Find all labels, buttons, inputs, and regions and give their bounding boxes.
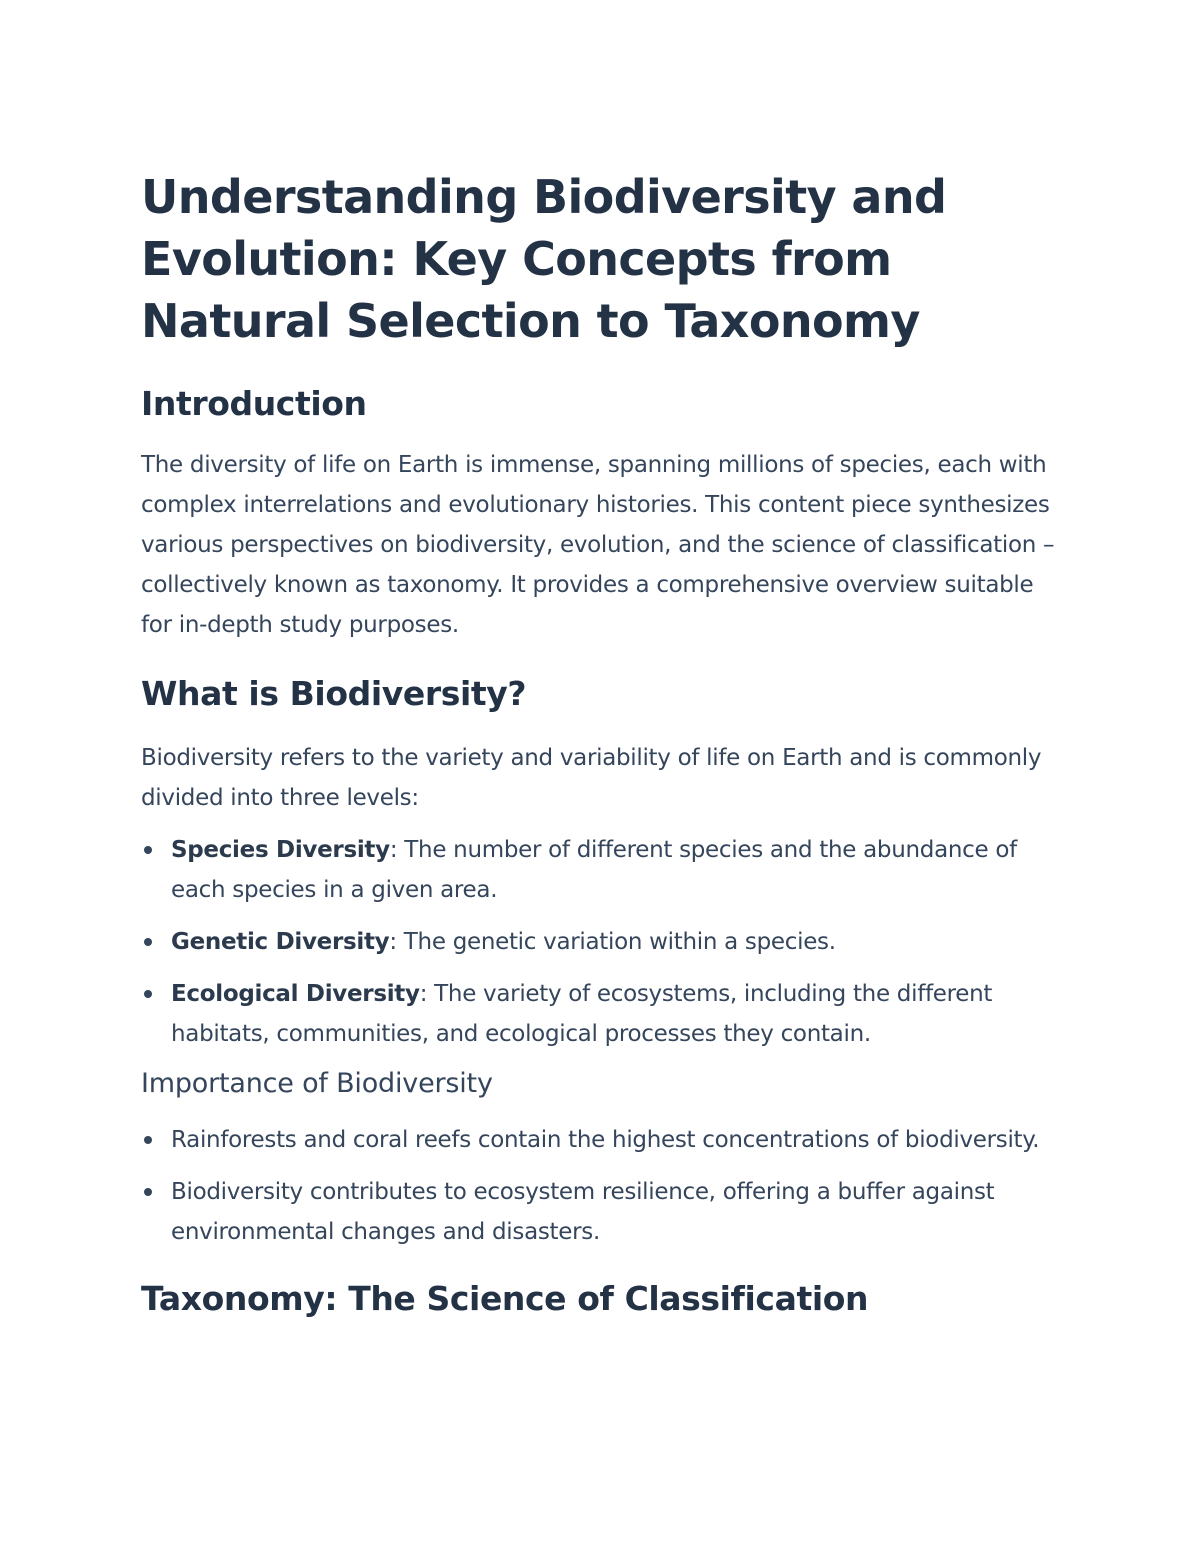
list-item-term: Ecological Diversity [171,981,420,1007]
list-item [141,1120,1071,1160]
list-item [141,1172,1071,1252]
bullet-icon [144,990,152,998]
list-item-description: : The genetic variation within a species. [389,929,836,955]
list-item-description: : The variety of ecosystems, including the different habitats, communities, and ecological processes they contain. [171,981,993,1047]
list-item-genetic-diversity [141,922,1071,962]
bullet-icon [144,938,152,946]
list-item-term: Genetic Diversity [171,929,390,955]
importance-heading: Importance of Biodiversity [141,1068,493,1099]
what-is-biodiversity-heading: What is Biodiversity? [141,674,527,713]
introduction-paragraph: The diversity of life on Earth is immense, spanning millions of species, each with complex interrelations and evolutionary histories. This content piece synthesizes various perspectives on biodiversity, evolution, and the science of classification – collectively known as taxonomy. It provides a comprehensive overview suitable for in-depth study purposes. [141,452,1055,638]
bullet-icon [144,1188,152,1196]
what-is-biodiversity-paragraph: Biodiversity refers to the variety and variability of life on Earth and is commonly divided into three levels: [141,745,1042,811]
biodiversity-levels-list [141,830,1071,1054]
bullet-icon [144,1136,152,1144]
list-item-text: Rainforests and coral reefs contain the highest concentrations of biodiversity. [171,1127,1040,1153]
document-page [141,166,1071,1321]
importance-list [141,1120,1071,1252]
list-item-text: Biodiversity contributes to ecosystem resilience, offering a buffer against environmental changes and disasters. [171,1179,995,1245]
document-title: Understanding Biodiversity and Evolution: Key Concepts from Natural Selection to Taxonomy [141,170,947,348]
bullet-icon [144,846,152,854]
list-item-ecological-diversity [141,974,1071,1054]
list-item-term: Species Diversity [171,837,390,863]
taxonomy-heading: Taxonomy: The Science of Classification [141,1279,869,1318]
list-item-species-diversity [141,830,1071,910]
list-item-description: : The number of different species and the abundance of each species in a given area. [171,837,1017,903]
introduction-heading: Introduction [141,384,367,423]
